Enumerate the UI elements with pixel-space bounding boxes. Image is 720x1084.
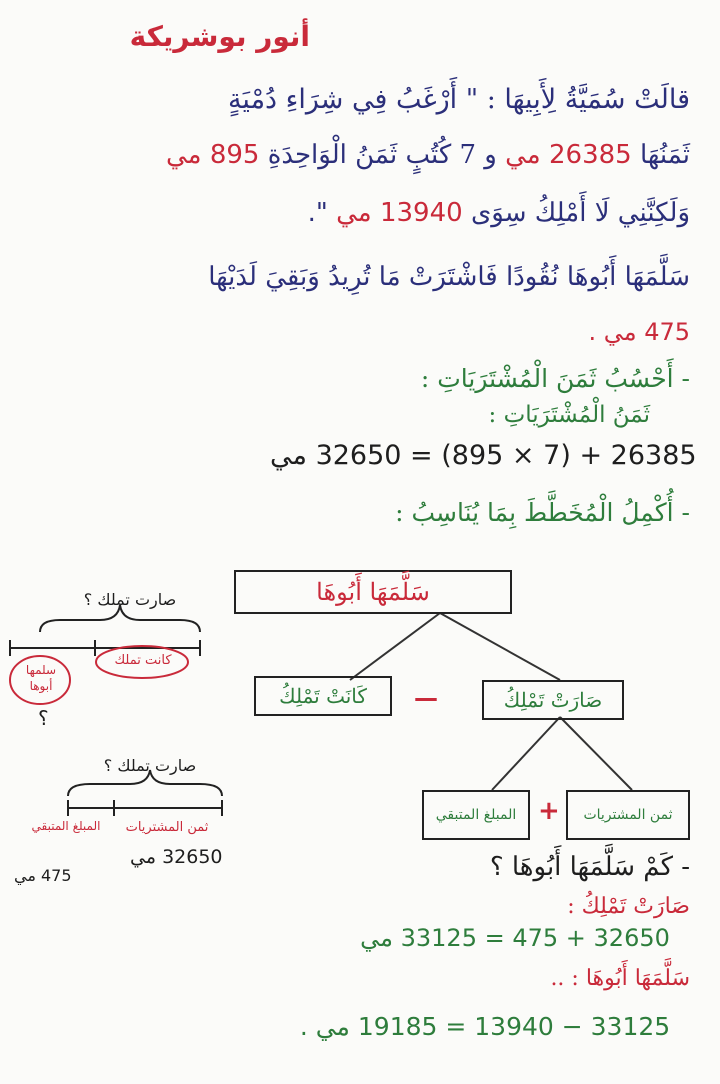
tree-left-label: كَانَتْ تَمْلِكُ	[279, 684, 367, 708]
problem-line-4: سَلَّمَهَا أَبُوهَا نُقُودًا فَاشْتَرَتْ مَا تُرِيدُ وَبَقِيَ لَدَيْهَا	[208, 262, 690, 292]
bar1-seg-right: كانت تملك	[114, 653, 172, 668]
step3-sub2: سَلَّمَهَا أَبُوهَا : ..	[550, 966, 690, 991]
bar2-seg-left: المبلغ المتبقي	[31, 819, 101, 833]
bar2-top-label: صارت تملك ؟	[103, 756, 197, 775]
step3-eq2: 33125 − 13940 = 19185 مي .	[299, 1012, 671, 1041]
bar1-seg-left: سلمها أبوها	[25, 663, 57, 693]
tree-child-left-box	[422, 790, 530, 840]
tree-root-box	[234, 570, 512, 614]
bar2-seg-right: ثمن المشتريات	[125, 820, 209, 835]
author-name: أنور بوشريكة	[129, 20, 310, 53]
bar1-question: ؟	[38, 706, 49, 730]
doll-price: 26385 مي	[505, 140, 632, 170]
tree-left-box	[254, 676, 392, 716]
tree-child-left-label: المبلغ المتبقي	[435, 807, 517, 823]
bar1-top-label: صارت تملك ؟	[83, 590, 177, 609]
remaining-amount: 475 مي .	[588, 318, 690, 346]
problem-text-own: وَلَكِنَّنِي لَا أَمْلِكُ سِوَى	[470, 198, 690, 228]
tree-right-box	[482, 680, 624, 720]
step1-equation: 26385 + (7 × 895) = 32650 مي	[270, 440, 697, 471]
tree-plus: +	[538, 796, 560, 826]
problem-text-books: و 7 كُتُبٍ ثَمَنُ الْوَاحِدَةِ	[267, 140, 497, 170]
book-price: 895 مي	[165, 140, 260, 170]
quote-end: ".	[307, 198, 328, 228]
tree-root-label: سَلَّمَهَا أَبُوهَا	[316, 578, 430, 606]
own-amount: 13940 مي	[336, 198, 463, 228]
bar2-val-right: 32650 مي	[130, 846, 223, 868]
step3-eq1: 32650 + 475 = 33125 مي	[360, 924, 670, 952]
tree-child-right-label: ثمن المشتريات	[583, 807, 673, 823]
bar2-val-left: 475 مي	[14, 866, 72, 885]
problem-line-1: قالَتْ سُمَيَّةُ لِأَبِيهَا : " أَرْغَبُ فِي شِرَاءِ دُمْيَةٍ	[227, 84, 690, 115]
step1-label: ثَمَنُ الْمُشْتَرَيَاتِ :	[488, 402, 650, 428]
step2-heading: - أُكْمِلُ الْمُخَطَّطَ بِمَا يُنَاسِبُ :	[395, 498, 690, 527]
step3-sub1: صَارَتْ تَمْلِكُ :	[567, 894, 690, 919]
tree-minus: —	[414, 684, 438, 712]
tree-child-right-box	[566, 790, 690, 840]
step1-heading: - أَحْسُبُ ثَمَنَ الْمُشْتَرَيَاتِ :	[420, 364, 690, 393]
tree-right-label: صَارَتْ تَمْلِكُ	[503, 688, 603, 712]
step3-heading: - كَمْ سَلَّمَهَا أَبُوهَا ؟	[489, 852, 690, 882]
problem-text-price-label: ثَمَنُهَا	[639, 140, 690, 170]
